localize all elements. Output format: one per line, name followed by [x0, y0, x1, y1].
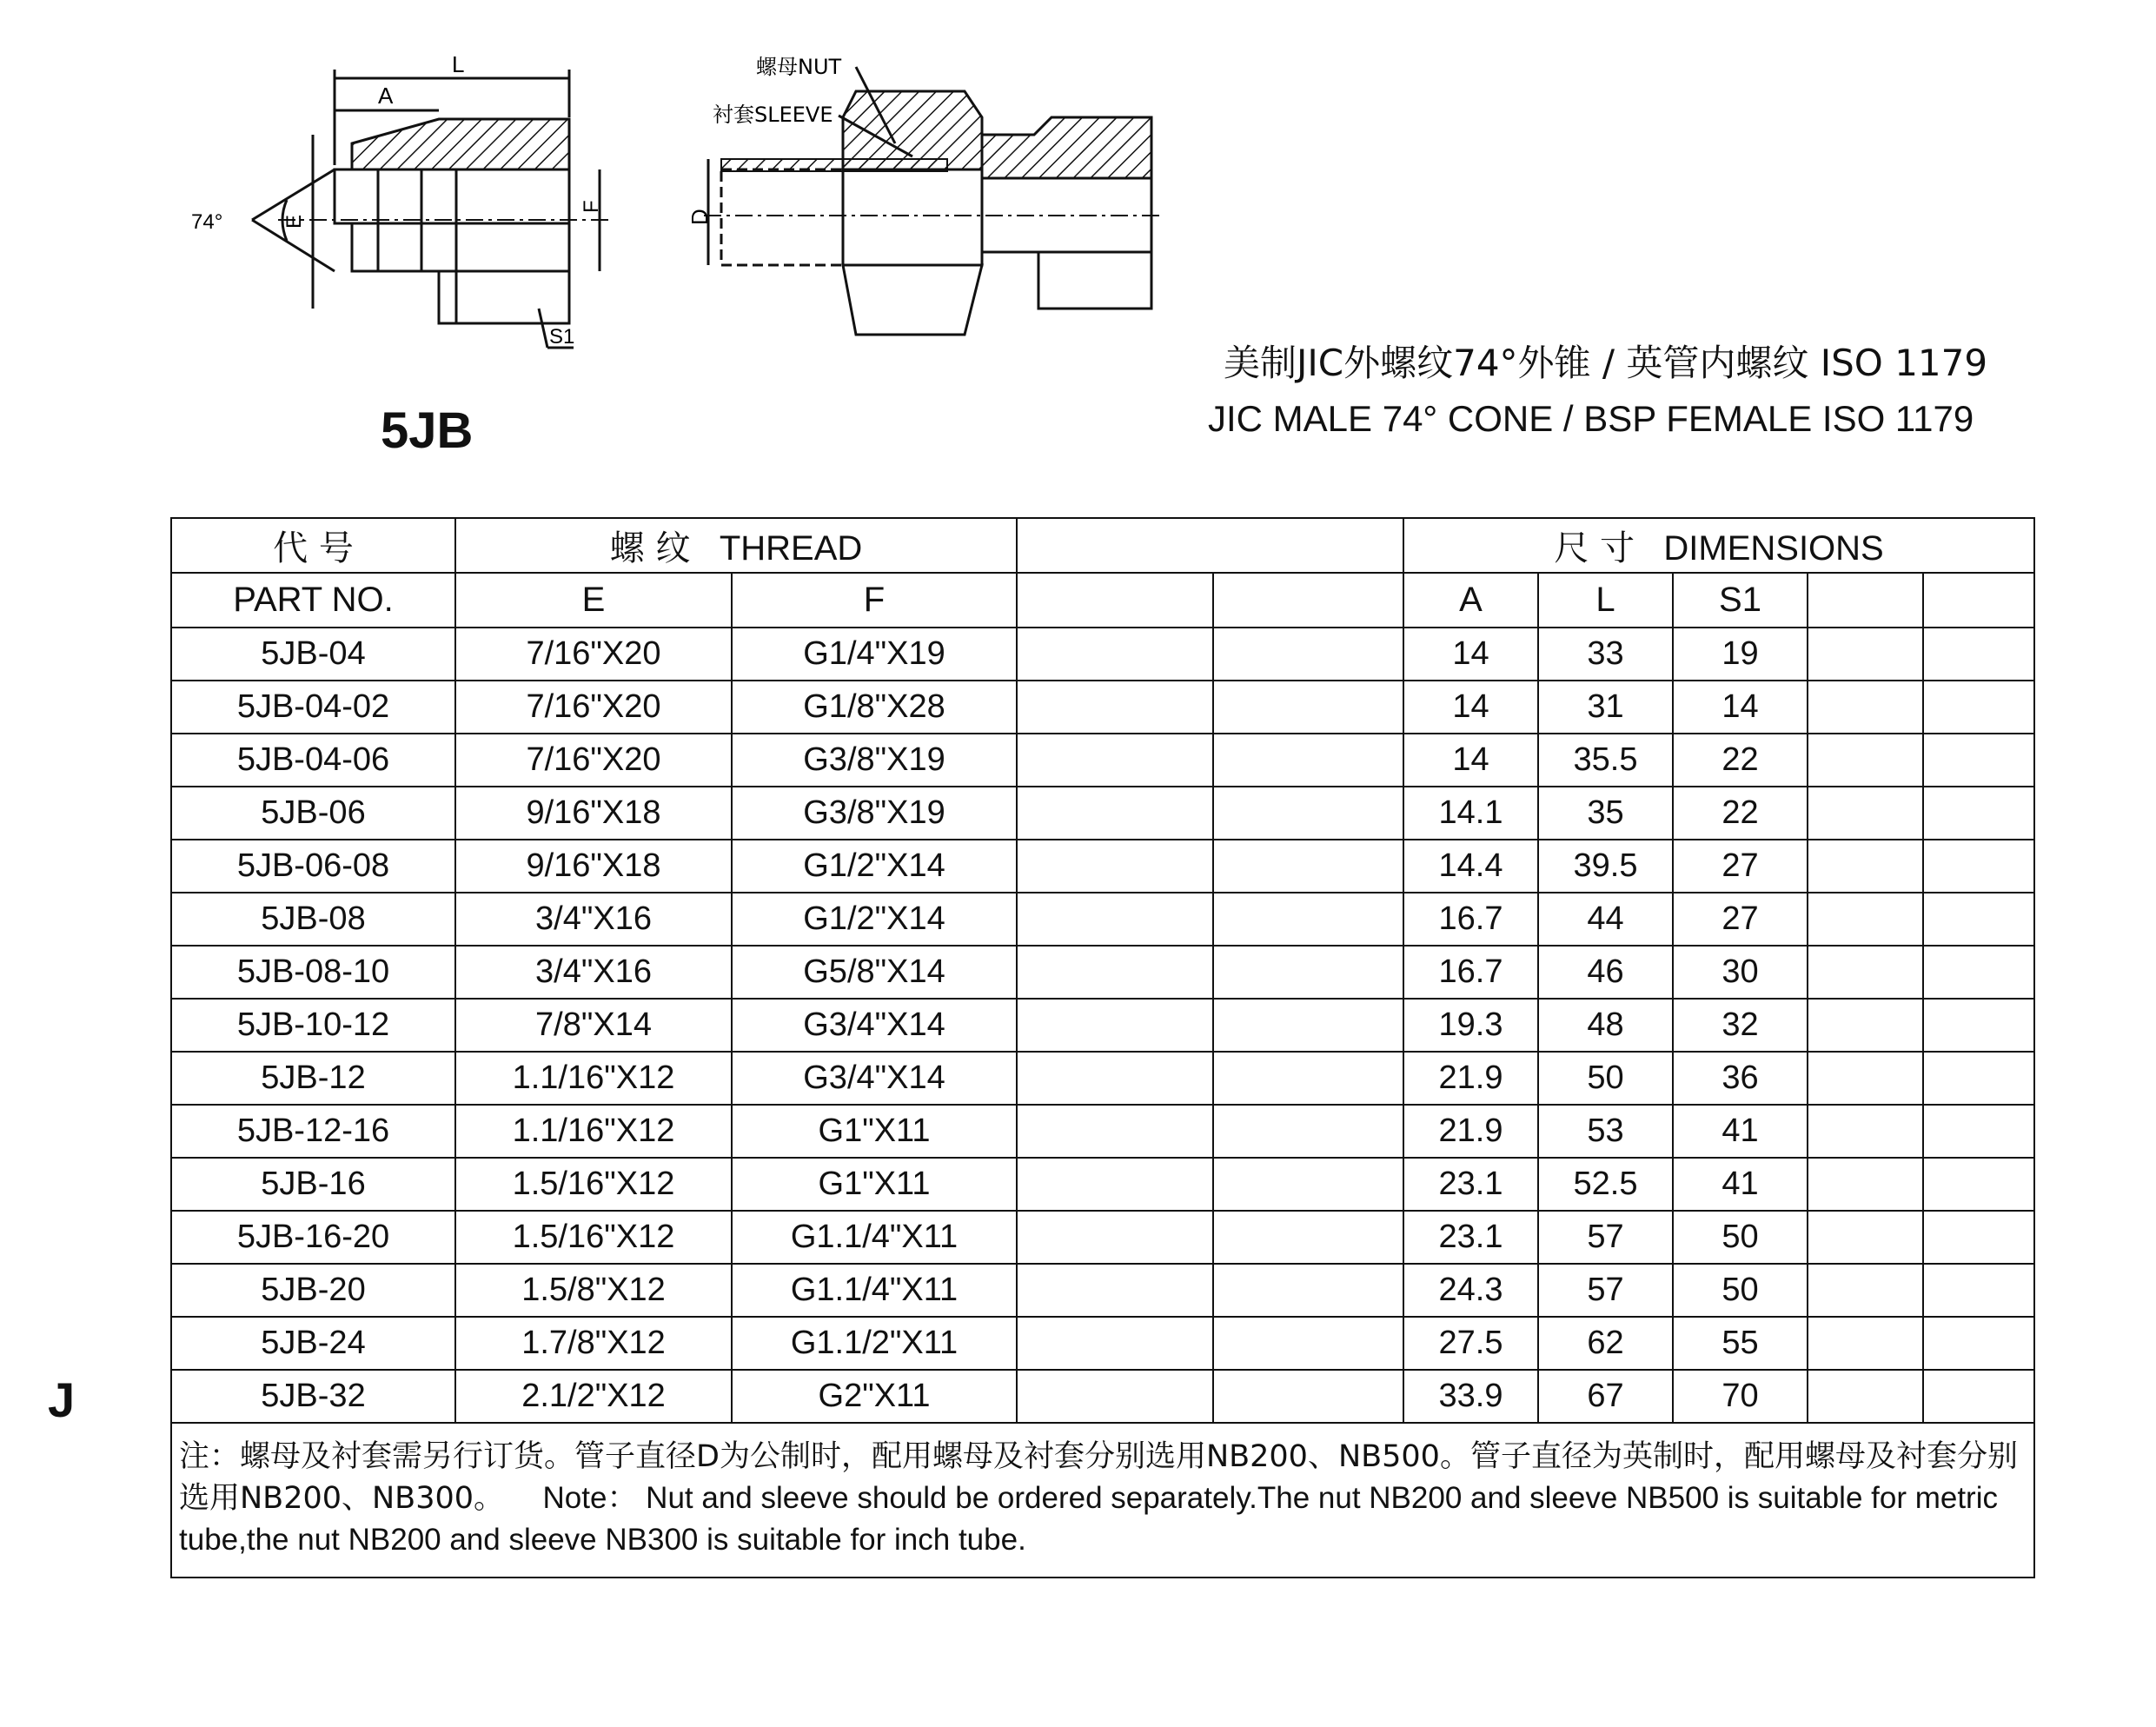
table-row	[171, 1158, 2034, 1211]
blank-cell	[1808, 1052, 1923, 1105]
table-row	[171, 734, 2034, 787]
part-no-cell: 5JB-16	[171, 1158, 455, 1211]
blank-cell	[1923, 840, 2034, 893]
blank-cell	[1808, 1211, 1923, 1264]
blank-cell	[1213, 681, 1403, 734]
part-no-cell: 5JB-04-02	[171, 681, 455, 734]
dim-a-cell: 14	[1403, 628, 1538, 681]
blank-cell	[1017, 1370, 1213, 1423]
thread-e-cell: 1.5/16"X12	[455, 1158, 732, 1211]
part-no-header-cn: 代 号	[171, 518, 455, 573]
dim-s1-cell: 22	[1673, 787, 1808, 840]
dim-a-cell: 14.4	[1403, 840, 1538, 893]
dim-l-cell: 35	[1538, 787, 1673, 840]
blank-cell	[1808, 1105, 1923, 1158]
thread-e-cell: 7/16"X20	[455, 628, 732, 681]
dim-a-cell: 14.1	[1403, 787, 1538, 840]
dim-a-label: A	[378, 83, 394, 109]
blank-cell	[1017, 681, 1213, 734]
blank-cell	[1213, 1211, 1403, 1264]
col-header-blank	[1017, 573, 1213, 628]
table-row	[171, 681, 2034, 734]
table-row	[171, 1317, 2034, 1370]
blank-cell	[1017, 1158, 1213, 1211]
blank-header	[1017, 518, 1403, 573]
thread-f-cell: G1"X11	[732, 1105, 1017, 1158]
dim-s1-cell: 14	[1673, 681, 1808, 734]
dim-s1-cell: 27	[1673, 840, 1808, 893]
blank-cell	[1213, 946, 1403, 999]
blank-cell	[1923, 1158, 2034, 1211]
blank-cell	[1808, 628, 1923, 681]
blank-cell	[1923, 787, 2034, 840]
blank-cell	[1808, 840, 1923, 893]
thread-f-cell: G3/4"X14	[732, 999, 1017, 1052]
blank-cell	[1213, 1105, 1403, 1158]
blank-cell	[1923, 1052, 2034, 1105]
thread-f-cell: G1.1/4"X11	[732, 1264, 1017, 1317]
dim-a-cell: 19.3	[1403, 999, 1538, 1052]
thread-f-cell: G1.1/2"X11	[732, 1317, 1017, 1370]
part-no-cell: 5JB-32	[171, 1370, 455, 1423]
blank-cell	[1808, 1264, 1923, 1317]
col-header-blank	[1923, 573, 2034, 628]
dim-l-cell: 52.5	[1538, 1158, 1673, 1211]
dim-a-cell: 27.5	[1403, 1317, 1538, 1370]
dim-l-cell: 33	[1538, 628, 1673, 681]
dim-s1-cell: 22	[1673, 734, 1808, 787]
thread-f-cell: G3/4"X14	[732, 1052, 1017, 1105]
blank-cell	[1213, 1317, 1403, 1370]
dim-a-cell: 14	[1403, 681, 1538, 734]
thread-e-cell: 1.1/16"X12	[455, 1052, 732, 1105]
table-row	[171, 1105, 2034, 1158]
thread-f-cell: G3/8"X19	[732, 787, 1017, 840]
dim-s1-cell: 50	[1673, 1264, 1808, 1317]
col-header-e: E	[455, 573, 732, 628]
order-note-en: Note： Nut and sleeve should be ordered separately.The nut NB200 and sleeve NB500 is suitable for metric tube,the nut NB200 and sleeve NB300 is suitable for inch tube.	[179, 1481, 1998, 1557]
blank-cell	[1808, 999, 1923, 1052]
blank-cell	[1923, 1317, 2034, 1370]
dim-s1-cell: 70	[1673, 1370, 1808, 1423]
dim-s1-cell: 50	[1673, 1211, 1808, 1264]
blank-cell	[1213, 1052, 1403, 1105]
blank-cell	[1213, 893, 1403, 946]
dim-e-label: E	[282, 214, 306, 229]
col-header-f: F	[732, 573, 1017, 628]
dim-l-cell: 57	[1538, 1264, 1673, 1317]
dim-s1-cell: 36	[1673, 1052, 1808, 1105]
thread-f-cell: G3/8"X19	[732, 734, 1017, 787]
blank-cell	[1923, 734, 2034, 787]
table-row	[171, 1370, 2034, 1423]
blank-cell	[1017, 1264, 1213, 1317]
col-header-a: A	[1403, 573, 1538, 628]
dim-a-cell: 33.9	[1403, 1370, 1538, 1423]
table-row	[171, 1264, 2034, 1317]
blank-cell	[1017, 840, 1213, 893]
blank-cell	[1923, 1264, 2034, 1317]
thread-f-cell: G1.1/4"X11	[732, 1211, 1017, 1264]
spec-table	[170, 517, 2035, 1578]
col-header-l: L	[1538, 573, 1673, 628]
sleeve-label: 衬套SLEEVE	[713, 103, 833, 127]
dim-s1-cell: 27	[1673, 893, 1808, 946]
thread-e-cell: 3/4"X16	[455, 946, 732, 999]
blank-cell	[1017, 893, 1213, 946]
blank-cell	[1213, 840, 1403, 893]
dim-f-label: F	[580, 200, 603, 213]
dimensions-header	[1403, 518, 2034, 573]
dim-l-cell: 35.5	[1538, 734, 1673, 787]
blank-cell	[1213, 1158, 1403, 1211]
table-row	[171, 840, 2034, 893]
blank-cell	[1808, 681, 1923, 734]
table-row	[171, 946, 2034, 999]
blank-cell	[1017, 734, 1213, 787]
dim-s1-cell: 41	[1673, 1105, 1808, 1158]
dim-a-cell: 24.3	[1403, 1264, 1538, 1317]
thread-e-cell: 2.1/2"X12	[455, 1370, 732, 1423]
blank-cell	[1808, 893, 1923, 946]
thread-header-en: THREAD	[719, 529, 863, 568]
col-header-blank	[1808, 573, 1923, 628]
dim-l-cell: 44	[1538, 893, 1673, 946]
dim-l-cell: 48	[1538, 999, 1673, 1052]
part-no-cell: 5JB-04	[171, 628, 455, 681]
thread-header-cn: 螺 纹	[609, 528, 691, 568]
col-header-blank	[1213, 573, 1403, 628]
blank-cell	[1923, 893, 2034, 946]
assembly-drawing	[687, 48, 1173, 348]
blank-cell	[1923, 1105, 2034, 1158]
dim-d-label: D	[687, 209, 713, 225]
dim-l-cell: 57	[1538, 1211, 1673, 1264]
thread-e-cell: 1.7/8"X12	[455, 1317, 732, 1370]
blank-cell	[1923, 1211, 2034, 1264]
dim-l-label: L	[452, 51, 465, 77]
thread-e-cell: 7/8"X14	[455, 999, 732, 1052]
blank-cell	[1017, 628, 1213, 681]
part-no-cell: 5JB-20	[171, 1264, 455, 1317]
thread-e-cell: 7/16"X20	[455, 681, 732, 734]
dim-s1-cell: 55	[1673, 1317, 1808, 1370]
part-no-header-en: PART NO.	[171, 573, 455, 628]
dim-a-cell: 16.7	[1403, 946, 1538, 999]
blank-cell	[1213, 628, 1403, 681]
model-code: 5JB	[381, 402, 474, 459]
thread-f-cell: G1/8"X28	[732, 681, 1017, 734]
part-no-cell: 5JB-06	[171, 787, 455, 840]
blank-cell	[1213, 734, 1403, 787]
blank-cell	[1808, 787, 1923, 840]
dimensions-header-cn: 尺 寸	[1554, 528, 1635, 568]
blank-cell	[1213, 1370, 1403, 1423]
part-no-cell: 5JB-12	[171, 1052, 455, 1105]
part-no-cell: 5JB-12-16	[171, 1105, 455, 1158]
blank-cell	[1923, 999, 2034, 1052]
thread-f-cell: G1"X11	[732, 1158, 1017, 1211]
thread-header	[455, 518, 1017, 573]
blank-cell	[1808, 734, 1923, 787]
blank-cell	[1017, 1317, 1213, 1370]
dim-l-cell: 31	[1538, 681, 1673, 734]
dim-s1-cell: 32	[1673, 999, 1808, 1052]
table-row	[171, 787, 2034, 840]
part-no-cell: 5JB-16-20	[171, 1211, 455, 1264]
thread-f-cell: G5/8"X14	[732, 946, 1017, 999]
table-row	[171, 893, 2034, 946]
hex-s1-label: S1	[549, 325, 575, 349]
part-no-cell: 5JB-04-06	[171, 734, 455, 787]
part-no-cell: 5JB-06-08	[171, 840, 455, 893]
dim-a-cell: 14	[1403, 734, 1538, 787]
blank-cell	[1017, 787, 1213, 840]
nut-label: 螺母NUT	[756, 55, 842, 79]
dim-s1-cell: 41	[1673, 1158, 1808, 1211]
section-letter: J	[48, 1372, 76, 1427]
table-row	[171, 1211, 2034, 1264]
thread-e-cell: 9/16"X18	[455, 787, 732, 840]
thread-e-cell: 7/16"X20	[455, 734, 732, 787]
thread-f-cell: G2"X11	[732, 1370, 1017, 1423]
blank-cell	[1808, 1317, 1923, 1370]
dim-a-cell: 23.1	[1403, 1211, 1538, 1264]
dim-l-cell: 53	[1538, 1105, 1673, 1158]
blank-cell	[1213, 787, 1403, 840]
table-row	[171, 999, 2034, 1052]
blank-cell	[1808, 1370, 1923, 1423]
dim-l-cell: 50	[1538, 1052, 1673, 1105]
thread-e-cell: 9/16"X18	[455, 840, 732, 893]
blank-cell	[1923, 628, 2034, 681]
part-no-cell: 5JB-24	[171, 1317, 455, 1370]
part-no-cell: 5JB-08	[171, 893, 455, 946]
dim-l-cell: 46	[1538, 946, 1673, 999]
thread-f-cell: G1/2"X14	[732, 893, 1017, 946]
thread-f-cell: G1/4"X19	[732, 628, 1017, 681]
dim-a-cell: 21.9	[1403, 1052, 1538, 1105]
dim-a-cell: 16.7	[1403, 893, 1538, 946]
blank-cell	[1017, 1211, 1213, 1264]
fitting-section-drawing	[156, 48, 643, 369]
dimensions-header-en: DIMENSIONS	[1663, 529, 1884, 568]
dim-l-cell: 39.5	[1538, 840, 1673, 893]
blank-cell	[1017, 999, 1213, 1052]
blank-cell	[1017, 1052, 1213, 1105]
blank-cell	[1923, 946, 2034, 999]
dim-a-cell: 21.9	[1403, 1105, 1538, 1158]
thread-e-cell: 1.1/16"X12	[455, 1105, 732, 1158]
order-note	[171, 1423, 2034, 1578]
blank-cell	[1923, 1370, 2034, 1423]
title-english: JIC MALE 74° CONE / BSP FEMALE ISO 1179	[1208, 398, 1974, 439]
thread-e-cell: 3/4"X16	[455, 893, 732, 946]
dim-l-cell: 62	[1538, 1317, 1673, 1370]
col-header-s1: S1	[1673, 573, 1808, 628]
part-no-cell: 5JB-08-10	[171, 946, 455, 999]
dim-a-cell: 23.1	[1403, 1158, 1538, 1211]
blank-cell	[1808, 946, 1923, 999]
table-row	[171, 1052, 2034, 1105]
table-row	[171, 628, 2034, 681]
cone-angle-label: 74°	[191, 210, 223, 234]
dim-s1-cell: 30	[1673, 946, 1808, 999]
order-note-cn: 注：螺母及衬套需另行订货。管子直径D为公制时，配用螺母及衬套分别选用NB200、NB500。管子直径为英制时，配用螺母及衬套分别选用NB200、NB300。	[179, 1439, 2018, 1516]
blank-cell	[1213, 1264, 1403, 1317]
thread-e-cell: 1.5/16"X12	[455, 1211, 732, 1264]
blank-cell	[1808, 1158, 1923, 1211]
thread-f-cell: G1/2"X14	[732, 840, 1017, 893]
title-chinese: 美制JIC外螺纹74°外锥 / 英管内螺纹 ISO 1179	[1224, 342, 1988, 384]
dim-l-cell: 67	[1538, 1370, 1673, 1423]
blank-cell	[1017, 946, 1213, 999]
blank-cell	[1017, 1105, 1213, 1158]
blank-cell	[1213, 999, 1403, 1052]
part-no-cell: 5JB-10-12	[171, 999, 455, 1052]
thread-e-cell: 1.5/8"X12	[455, 1264, 732, 1317]
dim-s1-cell: 19	[1673, 628, 1808, 681]
blank-cell	[1923, 681, 2034, 734]
